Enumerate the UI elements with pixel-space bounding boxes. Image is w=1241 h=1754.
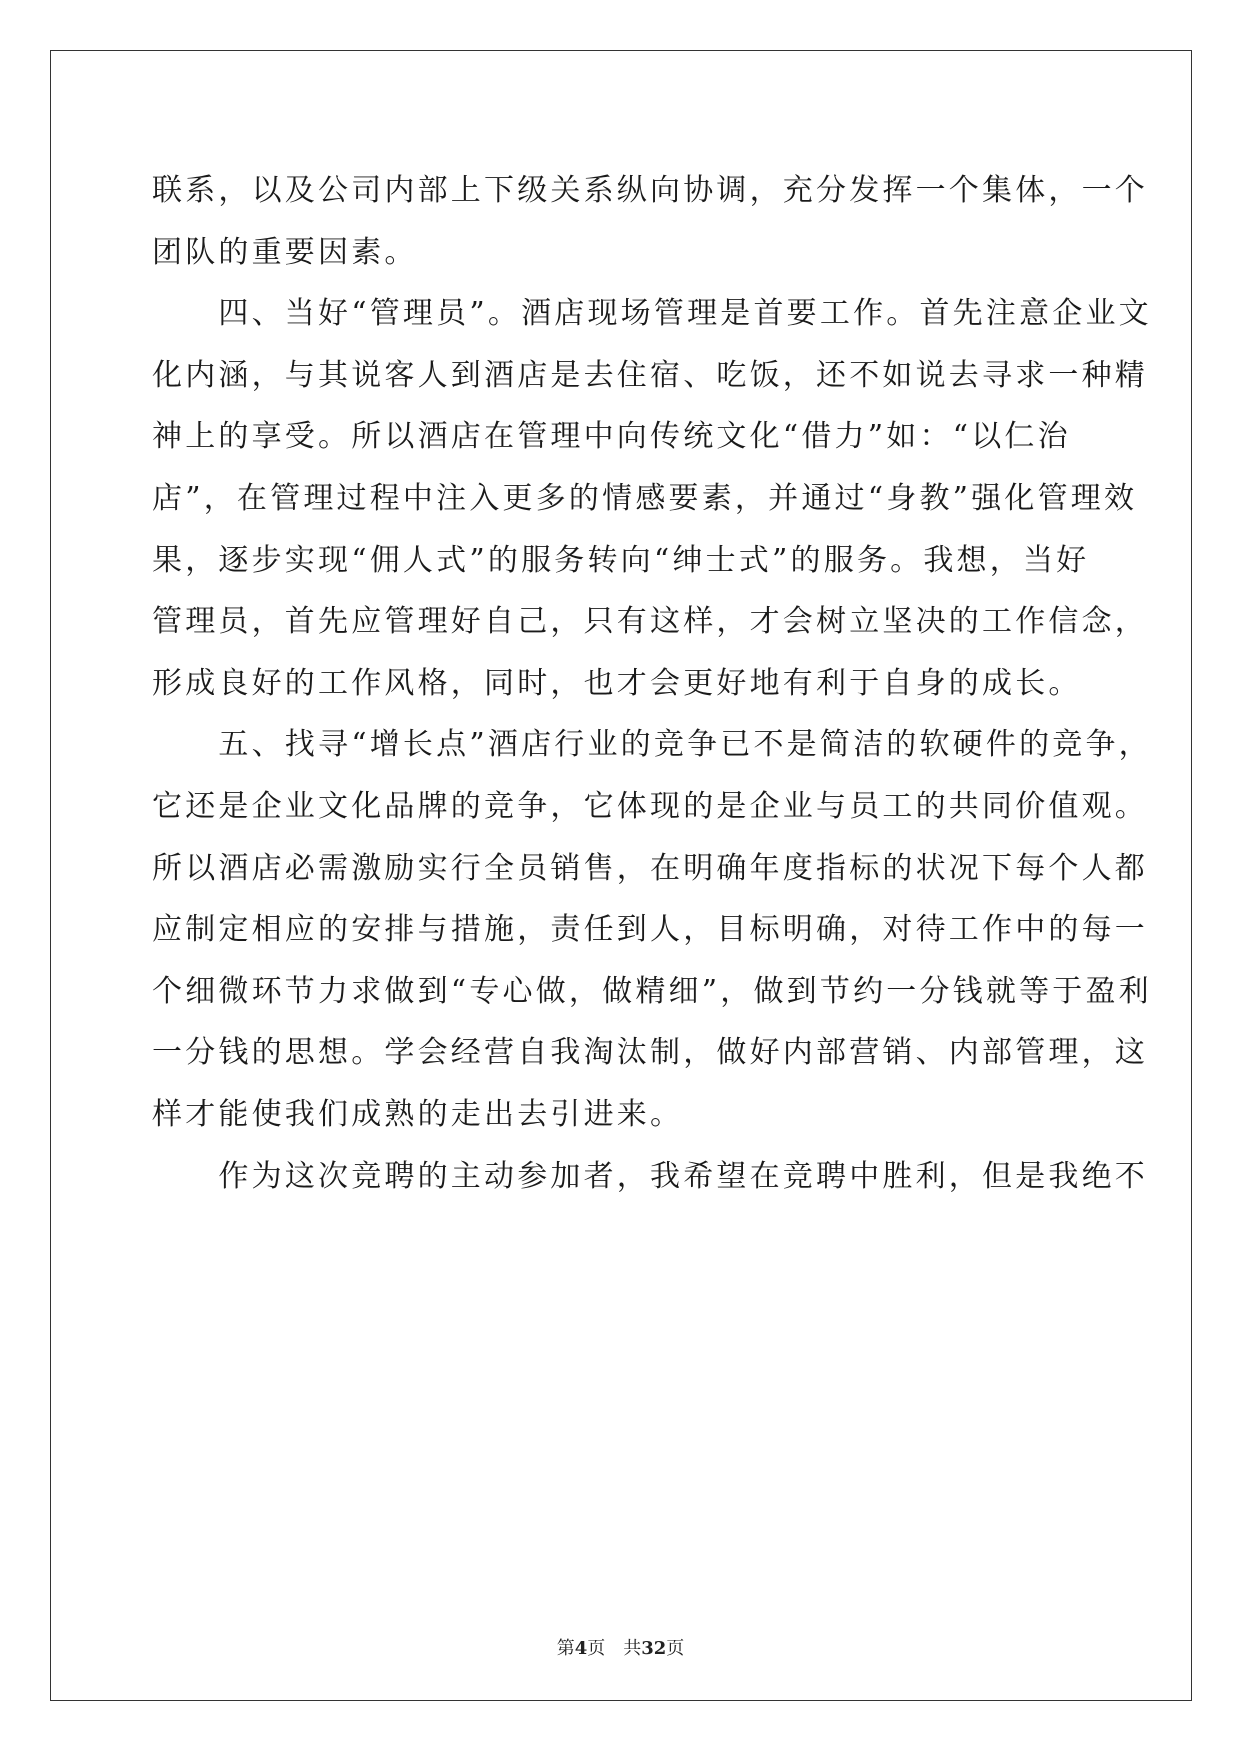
- text-line: 果，逐步实现“佣人式”的服务转向“绅士式”的服务。我想，当好: [152, 542, 1090, 578]
- page-number: 4: [574, 1638, 588, 1659]
- text-line: 联系，以及公司内部上下级关系纵向协调，充分发挥一个集体，一个: [152, 173, 1148, 208]
- text-line: 所以酒店必需激励实行全员销售，在明确年度指标的状况下每个人都: [152, 850, 1148, 886]
- total-suffix: 页: [666, 1638, 685, 1659]
- text-line: 形成良好的工作风格，同时，也才会更好地有利于自身的成长。: [152, 665, 1082, 701]
- text-line: 应制定相应的安排与措施，责任到人，目标明确，对待工作中的每一: [152, 912, 1148, 948]
- text-line: 五、找寻“增长点”酒店行业的竞争已不是简洁的软硬件的竞争，: [152, 727, 1152, 763]
- total-prefix: 共: [623, 1638, 642, 1659]
- total-pages: 32: [641, 1638, 667, 1659]
- body-text: [152, 160, 1152, 1207]
- page-prefix: 第: [556, 1638, 575, 1659]
- text-line: 店”，在管理过程中注入更多的情感要素，并通过“身教”强化管理效: [152, 480, 1138, 516]
- text-line: 个细微环节力求做到“专心做，做精细”，做到节约一分钱就等于盈利: [152, 973, 1152, 1009]
- text-line: 化内涵，与其说客人到酒店是去住宿、吃饭，还不如说去寻求一种精: [152, 357, 1148, 393]
- text-line: 团队的重要因素。: [152, 234, 418, 270]
- text-line: 它还是企业文化品牌的竞争，它体现的是企业与员工的共同价值观。: [152, 788, 1148, 824]
- text-line: 作为这次竞聘的主动参加者，我希望在竞聘中胜利，但是我绝不: [152, 1158, 1148, 1194]
- text-line: 一分钱的思想。学会经营自我淘汰制，做好内部营销、内部管理，这: [152, 1035, 1148, 1071]
- page-suffix: 页: [587, 1638, 606, 1659]
- text-line: 神上的享受。所以酒店在管理中向传统文化“借力”如：“以仁治: [152, 419, 1071, 455]
- page-footer: [0, 1634, 1241, 1660]
- text-line: 管理员，首先应管理好自己，只有这样，才会树立坚决的工作信念，: [152, 604, 1148, 640]
- text-line: 四、当好“管理员”。酒店现场管理是首要工作。首先注意企业文: [152, 296, 1152, 332]
- text-line: 样才能使我们成熟的走出去引进来。: [152, 1096, 684, 1132]
